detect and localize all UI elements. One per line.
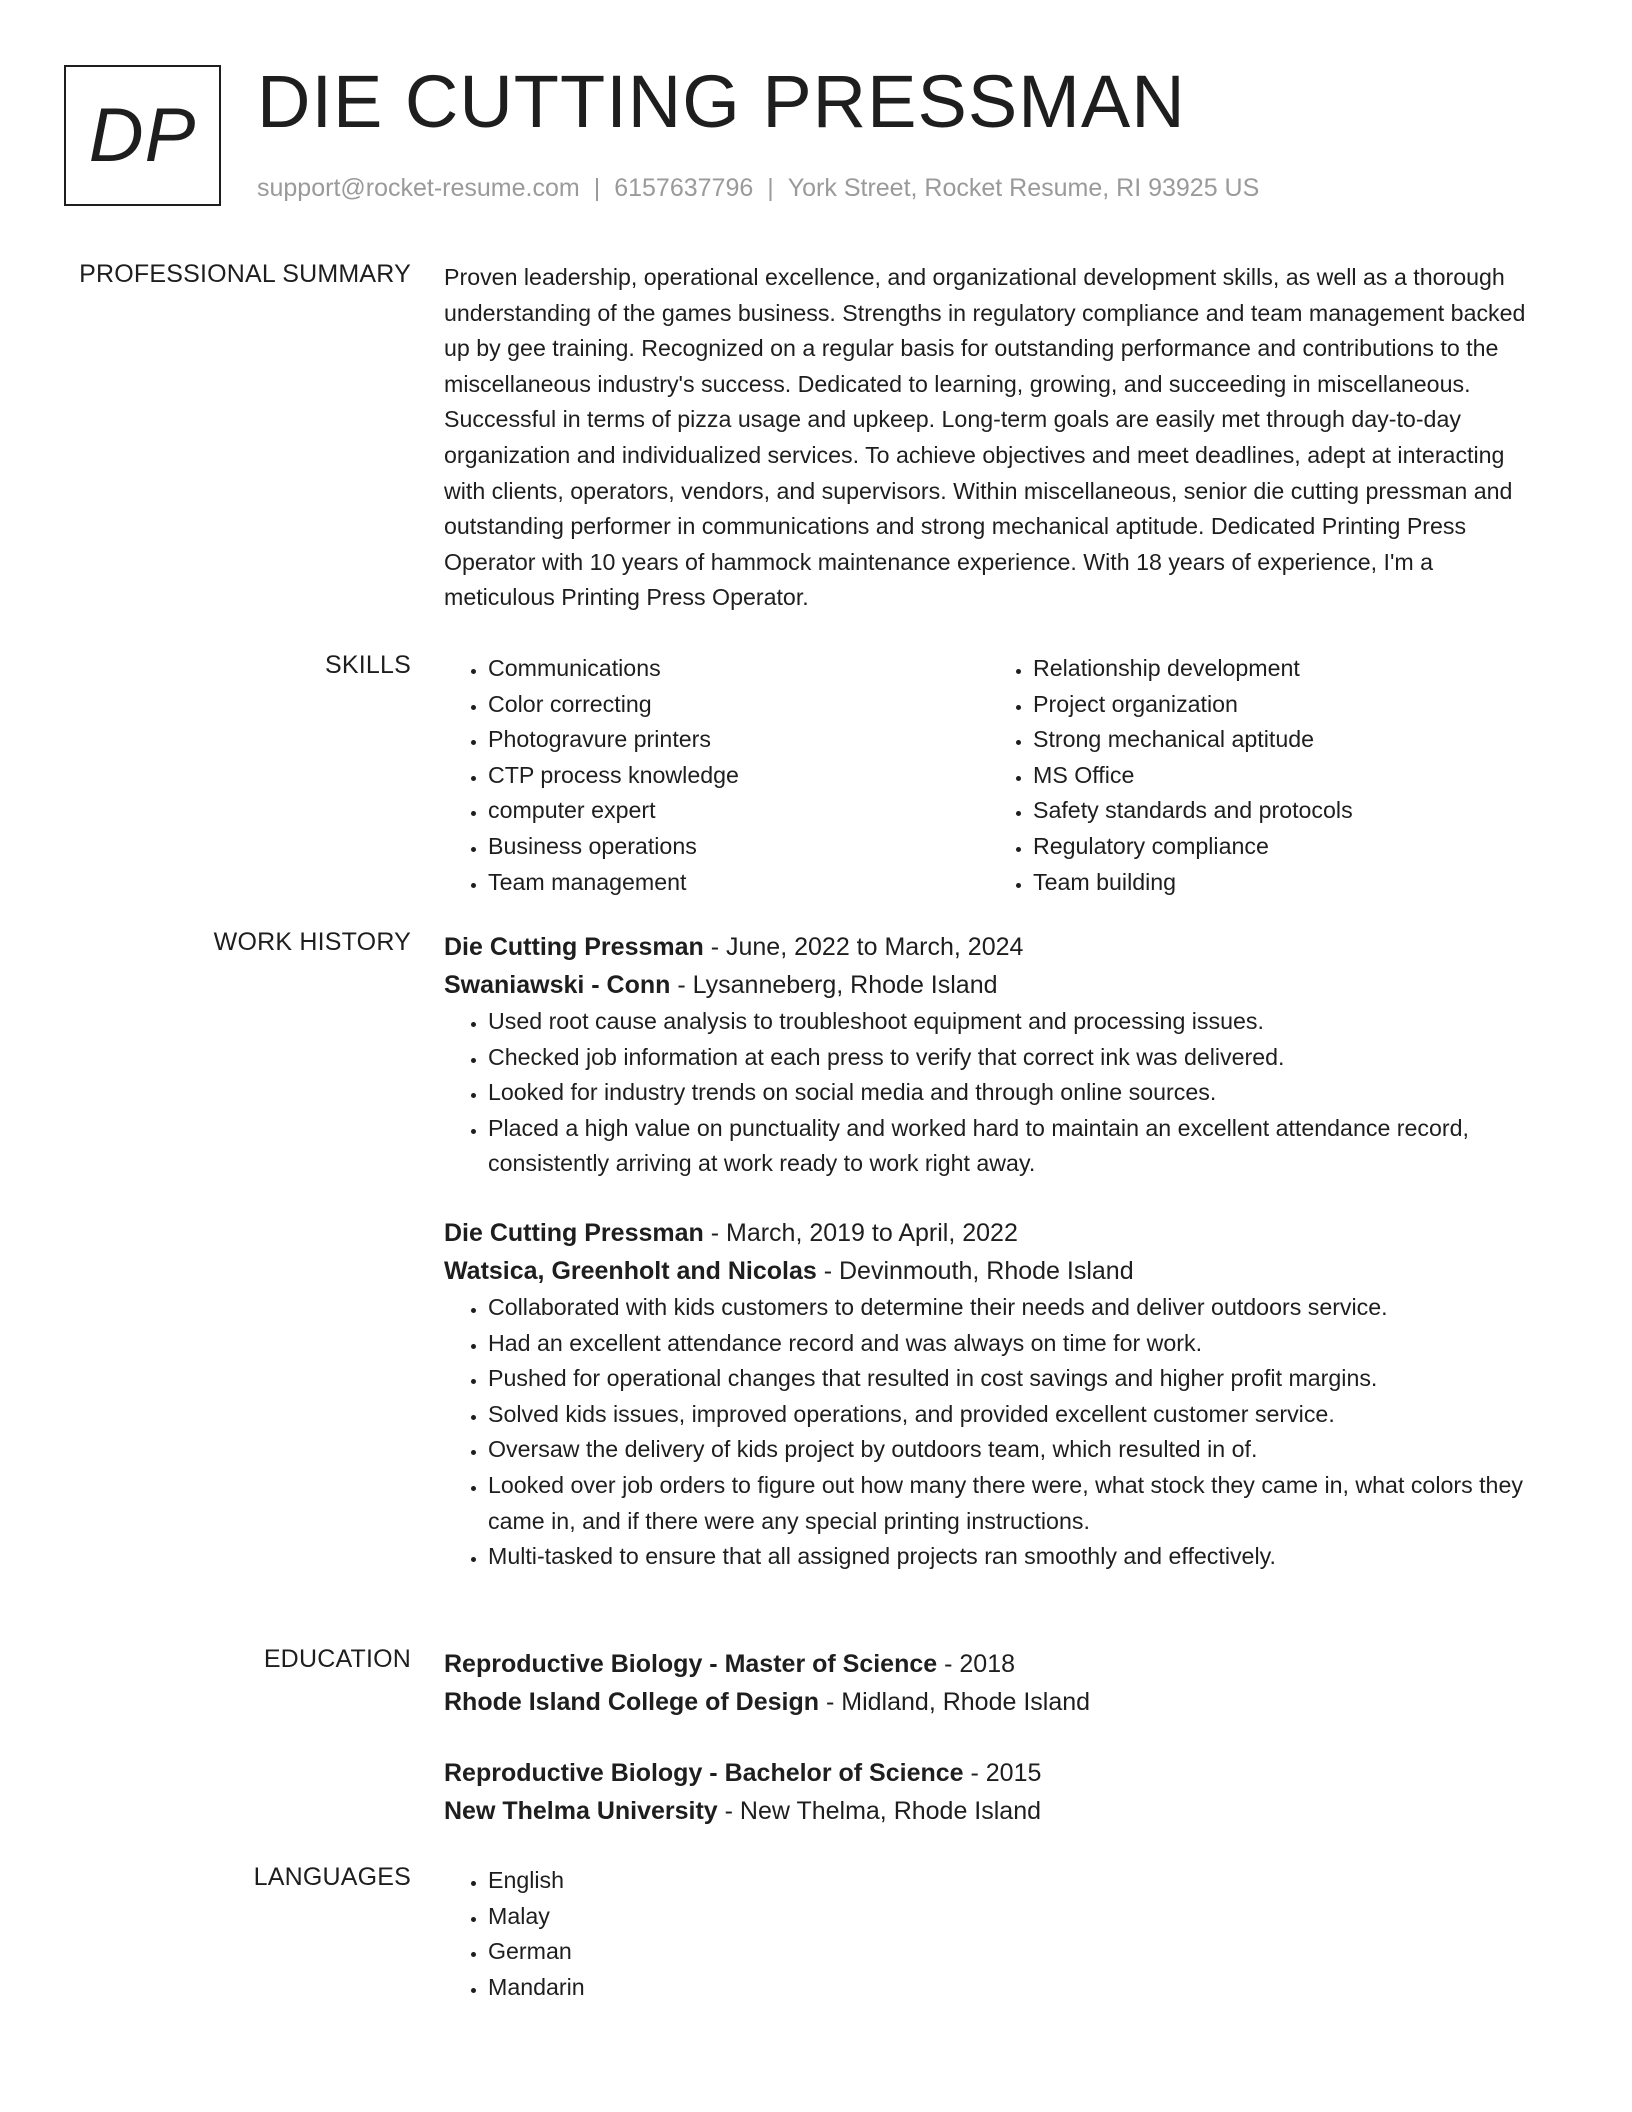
- graduation-year: - 2015: [963, 1759, 1042, 1787]
- language-item: • Malay: [488, 1899, 1544, 1935]
- degree-line: [444, 1754, 1544, 1792]
- job-bullet: • Placed a high value on punctuality and worked hard to maintain an excellent attendance record, consistently arriving at work ready to work right away.: [488, 1111, 1544, 1182]
- degree: Reproductive Biology - Master of Science: [444, 1650, 938, 1678]
- skill-item: • Team management: [488, 865, 984, 901]
- section-label-languages: LANGUAGES: [253, 1863, 411, 1891]
- company-name: Swaniawski - Conn: [444, 971, 671, 999]
- skills-column-left: [444, 651, 984, 900]
- school-line: [444, 1683, 1544, 1721]
- job-bullet: • Looked over job orders to figure out how many there were, what stock they came in, what colors they came in, and if there were any special printing instructions.: [488, 1468, 1544, 1539]
- job-bullet: • Used root cause analysis to troubleshoot equipment and processing issues.: [488, 1004, 1544, 1040]
- school-line: [444, 1792, 1544, 1830]
- skill-item: • Project organization: [1033, 687, 1529, 723]
- job-bullet: • Solved kids issues, improved operations, and provided excellent customer service.: [488, 1397, 1544, 1433]
- job-bullet: • Looked for industry trends on social media and through online sources.: [488, 1075, 1544, 1111]
- job-bullet: • Oversaw the delivery of kids project by outdoors team, which resulted in of.: [488, 1432, 1544, 1468]
- school-location: - New Thelma, Rhode Island: [717, 1797, 1042, 1825]
- skill-item: • Photogravure printers: [488, 722, 984, 758]
- skill-item: • Relationship development: [1033, 651, 1529, 687]
- job-dates: - March, 2019 to April, 2022: [703, 1218, 1018, 1247]
- candidate-name: DIE CUTTING PRESSMAN: [257, 60, 1186, 143]
- contact-separator: |: [593, 174, 601, 202]
- degree: Reproductive Biology - Bachelor of Science: [444, 1759, 964, 1787]
- skill-item: • Regulatory compliance: [1033, 829, 1529, 865]
- skill-item: • Safety standards and protocols: [1033, 793, 1529, 829]
- skill-item: • MS Office: [1033, 758, 1529, 794]
- monogram-badge: DP: [64, 65, 221, 206]
- company-line: [444, 966, 1544, 1004]
- job-title: Die Cutting Pressman: [444, 1218, 704, 1247]
- contact-line: [257, 174, 1259, 203]
- school-name: New Thelma University: [444, 1797, 718, 1825]
- company-line: [444, 1252, 1544, 1290]
- language-item: • Mandarin: [488, 1970, 1544, 2006]
- company-name: Watsica, Greenholt and Nicolas: [444, 1256, 817, 1285]
- job-bullet: • Pushed for operational changes that resulted in cost savings and higher profit margins.: [488, 1361, 1544, 1397]
- skill-item: • Business operations: [488, 829, 984, 865]
- skill-item: • Communications: [488, 651, 984, 687]
- degree-line: [444, 1645, 1544, 1683]
- company-location: - Lysanneberg, Rhode Island: [670, 971, 998, 999]
- resume-header: [64, 60, 1564, 210]
- job-title-line: [444, 1214, 1544, 1252]
- section-label-education: EDUCATION: [263, 1645, 411, 1673]
- skill-item: • Team building: [1033, 865, 1529, 901]
- job-title-line: [444, 928, 1544, 966]
- skill-item: • Color correcting: [488, 687, 984, 723]
- section-label-summary: PROFESSIONAL SUMMARY: [79, 260, 411, 288]
- graduation-year: - 2018: [937, 1650, 1016, 1678]
- job-bullet: • Checked job information at each press to verify that correct ink was delivered.: [488, 1040, 1544, 1076]
- job-entry: [444, 928, 1544, 1182]
- skill-item: • Strong mechanical aptitude: [1033, 722, 1529, 758]
- job-bullet: • Collaborated with kids customers to determine their needs and deliver outdoors service.: [488, 1290, 1544, 1326]
- job-bullet: • Had an excellent attendance record and was always on time for work.: [488, 1326, 1544, 1362]
- language-item: • German: [488, 1934, 1544, 1970]
- contact-address: York Street, Rocket Resume, RI 93925 US: [787, 174, 1260, 202]
- summary-text: Proven leadership, operational excellence, and organizational development skills, as well as a thorough understanding of the games business. Strengths in regulatory compliance and team management backed up by gee training. Recognized on a regular basis for outstanding performance and contributions to the miscellaneous industry's success. Dedicated to learning, growing, and succeeding in miscellaneous. Successful in terms of pizza usage and upkeep. Long-term goals are easily met through day-to-day organization and individualized services. To achieve objectives and meet deadlines, adept at interacting with clients, operators, vendors, and supervisors. Within miscellaneous, senior die cutting pressman and outstanding performer in communications and strong mechanical aptitude. Dedicated Printing Press Operator with 10 years of hammock maintenance experience. With 18 years of experience, I'm a meticulous Printing Press Operator.: [444, 264, 1526, 611]
- section-label-work-history: WORK HISTORY: [213, 928, 411, 956]
- school-name: Rhode Island College of Design: [444, 1688, 820, 1716]
- skill-item: • CTP process knowledge: [488, 758, 984, 794]
- skills-column-right: [989, 651, 1529, 900]
- section-label-skills: SKILLS: [325, 651, 411, 679]
- language-item: • English: [488, 1863, 1544, 1899]
- school-location: - Midland, Rhode Island: [819, 1688, 1091, 1716]
- job-bullet: • Multi-tasked to ensure that all assigned projects ran smoothly and effectively.: [488, 1539, 1544, 1575]
- company-location: - Devinmouth, Rhode Island: [816, 1256, 1134, 1285]
- skill-item: • computer expert: [488, 793, 984, 829]
- contact-email: support@rocket-resume.com: [257, 174, 580, 202]
- job-title: Die Cutting Pressman: [444, 933, 704, 961]
- contact-phone: 6157637796: [614, 174, 754, 202]
- job-entry: [444, 1214, 1544, 1575]
- education-entry: [444, 1754, 1544, 1830]
- education-entry: [444, 1645, 1544, 1721]
- contact-separator: |: [767, 174, 774, 202]
- job-dates: - June, 2022 to March, 2024: [703, 933, 1024, 961]
